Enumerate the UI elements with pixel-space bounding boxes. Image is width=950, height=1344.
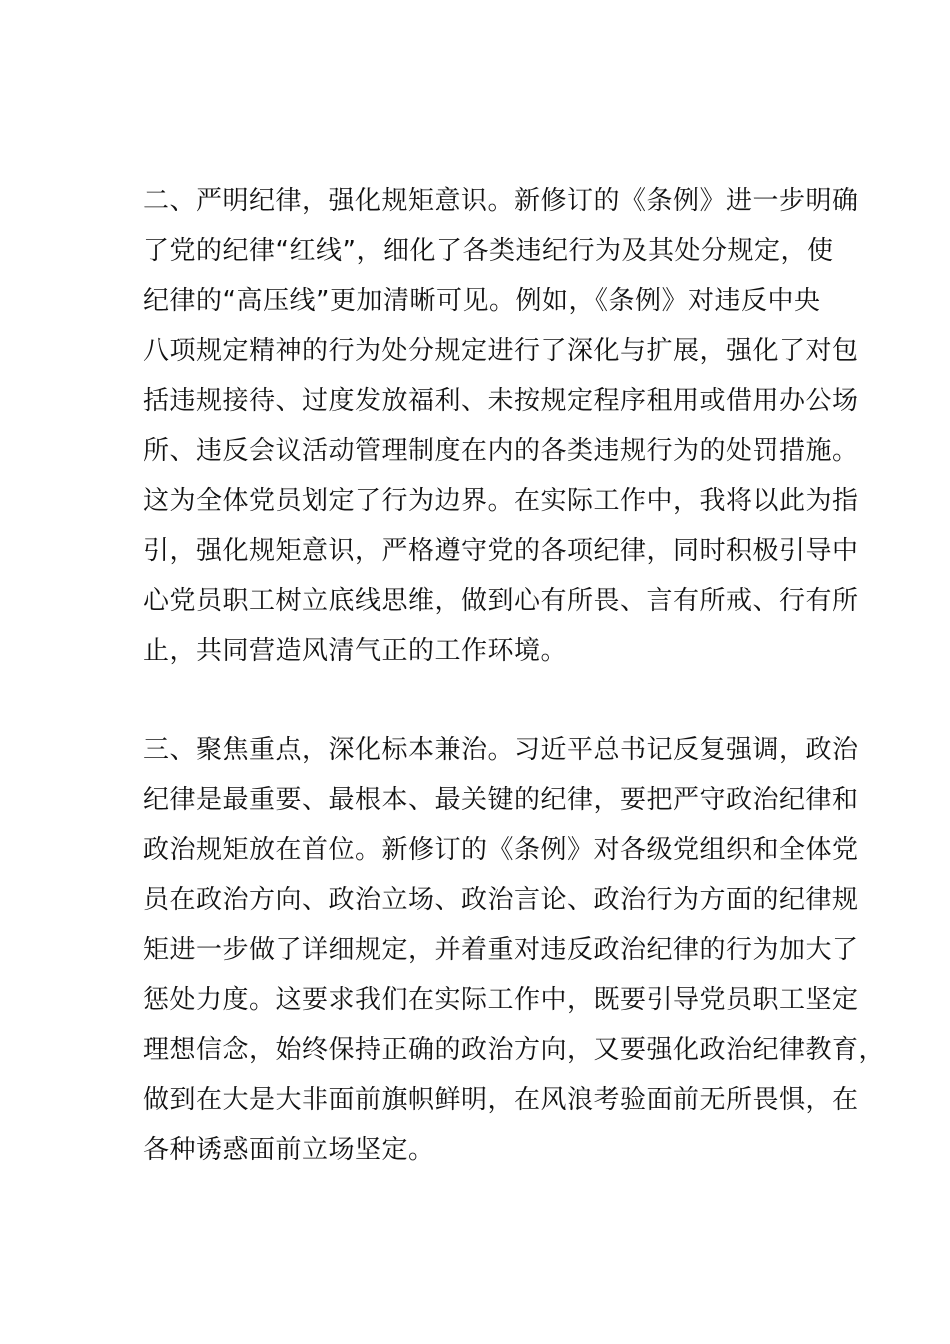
text-line: 各种诱惑面前立场坚定。 — [143, 1135, 435, 1165]
text-line: 惩处力度。这要求我们在实际工作中，既要引导党员职工坚定 — [143, 985, 859, 1015]
text-line: 纪律是最重要、最根本、最关键的纪律，要把严守政治纪律和 — [143, 785, 859, 815]
text-line: 所、违反会议活动管理制度在内的各类违规行为的处罚措施。 — [143, 436, 859, 466]
text-line: 八项规定精神的行为处分规定进行了深化与扩展，强化了对包 — [143, 336, 859, 366]
text-line: 矩进一步做了详细规定，并着重对违反政治纪律的行为加大了 — [143, 935, 859, 965]
paragraph-focus — [143, 725, 886, 1175]
paragraph-discipline — [143, 176, 859, 676]
text-line: 这为全体党员划定了行为边界。在实际工作中，我将以此为指 — [143, 486, 859, 516]
text-line: 二、严明纪律，强化规矩意识。新修订的《条例》进一步明确 — [143, 186, 859, 216]
text-line: 括违规接待、过度发放福利、未按规定程序租用或借用办公场 — [143, 386, 859, 416]
text-line: 了党的纪律“红线”，细化了各类违纪行为及其处分规定，使 — [143, 236, 834, 266]
text-line: 引，强化规矩意识，严格遵守党的各项纪律，同时积极引导中 — [143, 536, 859, 566]
text-line: 止，共同营造风清气正的工作环境。 — [143, 636, 568, 666]
text-line: 理想信念，始终保持正确的政治方向，又要强化政治纪律教育， — [143, 1035, 886, 1065]
text-line: 员在政治方向、政治立场、政治言论、政治行为方面的纪律规 — [143, 885, 859, 915]
text-line: 政治规矩放在首位。新修订的《条例》对各级党组织和全体党 — [143, 835, 859, 865]
text-line: 三、聚焦重点，深化标本兼治。习近平总书记反复强调，政治 — [143, 735, 859, 765]
text-line: 做到在大是大非面前旗帜鲜明，在风浪考验面前无所畏惧，在 — [143, 1085, 859, 1115]
text-line: 心党员职工树立底线思维，做到心有所畏、言有所戒、行有所 — [143, 586, 859, 616]
text-line: 纪律的“高压线”更加清晰可见。例如，《条例》对违反中央 — [143, 286, 821, 316]
